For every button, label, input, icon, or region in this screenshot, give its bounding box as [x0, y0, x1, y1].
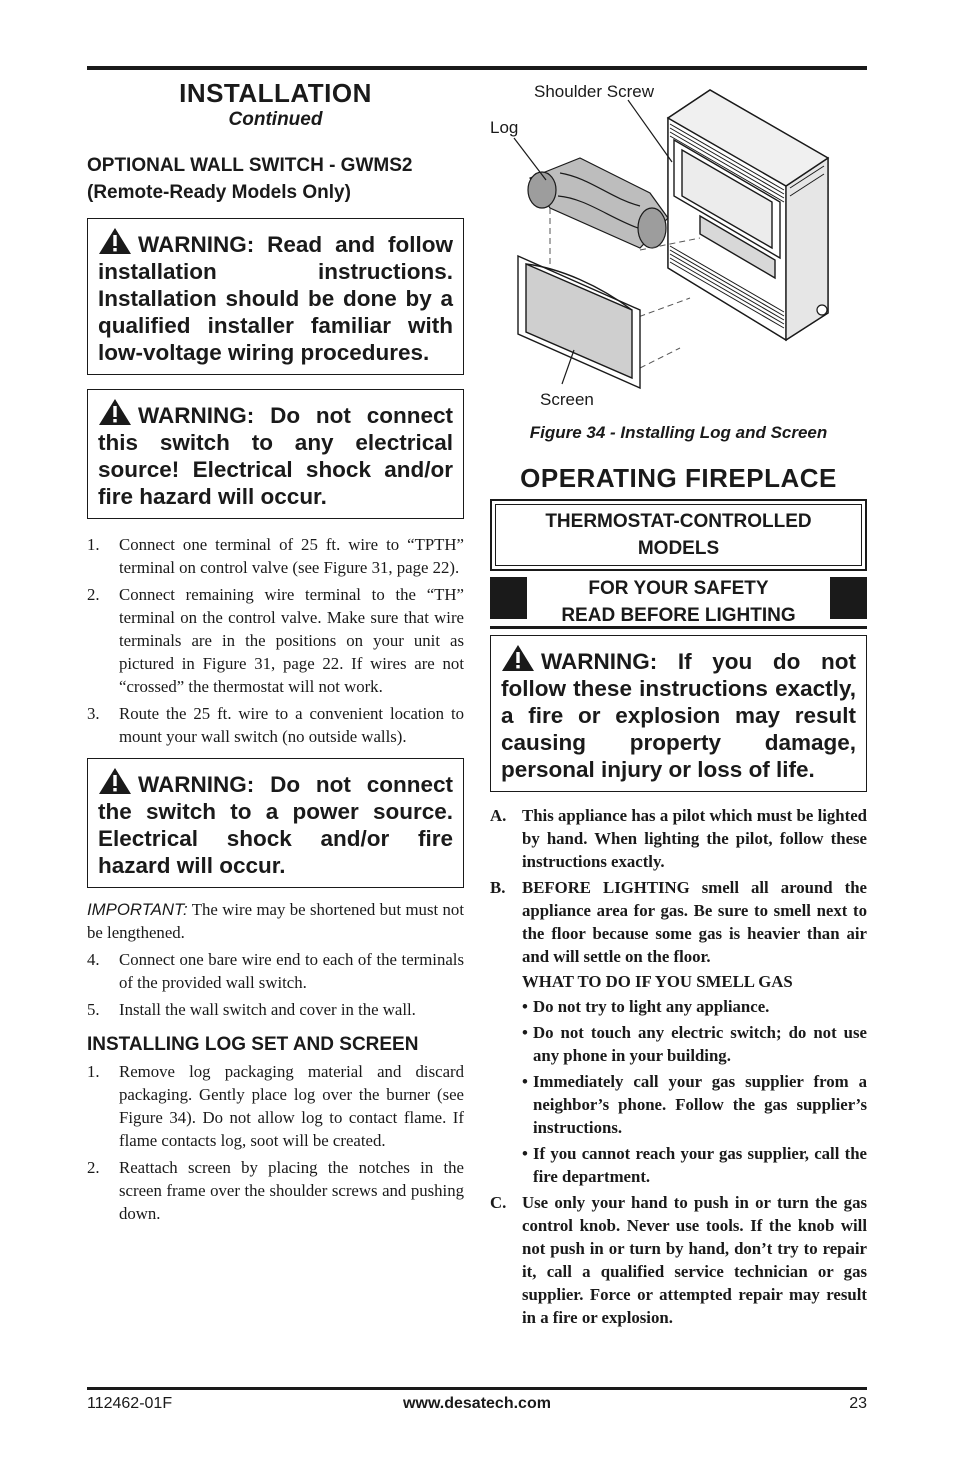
safety-text	[530, 575, 827, 629]
warning-text-4: WARNING: If you do not follow these instructions exactly, a fire or explosion may result causing property damage, personal injury or loss of life.	[501, 649, 856, 782]
step-text: Remove log packaging material and discard packaging. Gently place log over the burner (see Figure 34). Do not allow log to contact flame. If flame contacts log, soot will be created.	[119, 1062, 464, 1150]
warning-text-2: WARNING: Do not connect this switch to any electrical source! Electrical shock and/or fire hazard will occur.	[98, 403, 453, 509]
bullet-item: • If you cannot reach your gas supplier, call the fire department.	[522, 1142, 867, 1188]
list-item	[87, 583, 464, 698]
thermostat-models-heading	[495, 504, 862, 566]
warning-box-4	[490, 635, 867, 792]
list-item	[87, 998, 464, 1021]
section-title-operating: OPERATING FIREPLACE	[520, 463, 837, 493]
safety-block-right	[830, 577, 867, 619]
important-label: IMPORTANT:	[87, 900, 188, 919]
safety-block-left	[490, 577, 527, 619]
item-text: Use only your hand to push in or turn the gas control knob. Never use tools. If the knob will not push in or turn by hand, don’t try to repair it, call a qualified service technician or gas supplier. Force or attempted repair may result in a fire or explosion.	[522, 1193, 867, 1327]
bullet-item: • Do not touch any electric switch; do not use any phone in your building.	[522, 1021, 867, 1067]
item-letter: A.	[490, 806, 507, 825]
list-item	[490, 804, 867, 873]
bottom-rule	[87, 1387, 867, 1390]
section-title-installation: INSTALLATION	[179, 78, 372, 108]
figure-caption: Figure 34 - Installing Log and Screen	[529, 423, 828, 442]
item-letter: B.	[490, 878, 506, 897]
step-text: Route the 25 ft. wire to a convenient location to mount your wall switch (no outside walls).	[119, 704, 464, 746]
top-rule	[87, 66, 867, 70]
item-text: BEFORE LIGHTING smell all around the appliance area for gas. Be sure to smell next to the floor because some gas is heavier than air and will settle on the floor.	[522, 878, 867, 966]
right-column	[490, 78, 867, 1332]
list-item	[87, 702, 464, 748]
list-item	[490, 1191, 867, 1329]
subhead-log-set: INSTALLING LOG SET AND SCREEN	[87, 1034, 419, 1055]
safety-underline	[490, 626, 867, 629]
warning-triangle-icon	[98, 767, 132, 795]
important-note	[87, 898, 464, 944]
list-item	[87, 948, 464, 994]
step-text: Connect one bare wire end to each of the terminals of the provided wall switch.	[119, 950, 464, 992]
lighting-instructions	[490, 804, 867, 1329]
label-log: Log	[490, 118, 519, 137]
bullet-item: • Do not try to light any appliance.	[522, 995, 867, 1018]
fireplace-illustration	[490, 78, 867, 403]
step-text: Install the wall switch and cover in the wall.	[119, 1000, 416, 1019]
warning-triangle-icon	[501, 644, 535, 672]
step-number: 2.	[87, 1158, 100, 1177]
important-text: The wire may be shortened but must not be lengthened.	[87, 900, 464, 942]
list-item	[87, 533, 464, 579]
list-item	[87, 1156, 464, 1225]
page-number: 23	[849, 1395, 867, 1412]
warning-box-1	[87, 218, 464, 375]
step-number: 2.	[87, 585, 100, 604]
doc-number: 112462-01F	[87, 1395, 173, 1412]
what-to-do-heading: WHAT TO DO IF YOU SMELL GAS	[522, 972, 793, 991]
warning-text-1: WARNING: Read and follow installation instructions. Installation should be done by a qualified installer familiar with low-voltage wiring procedures.	[98, 232, 453, 365]
thermostat-line-1: THERMOSTAT-CONTROLLED	[545, 511, 812, 532]
safety-banner	[490, 577, 867, 629]
warning-box-2	[87, 389, 464, 519]
safety-line-2: READ BEFORE LIGHTING	[561, 605, 796, 626]
label-screen: Screen	[540, 390, 594, 409]
warning-triangle-icon	[98, 227, 132, 255]
step-number: 3.	[87, 704, 100, 723]
section-continued: Continued	[228, 109, 323, 130]
step-text: Connect one terminal of 25 ft. wire to “TPTH” terminal on control valve (see Figure 31, page 22).	[119, 535, 464, 577]
step-number: 1.	[87, 1062, 100, 1081]
thermostat-models-box	[490, 499, 867, 571]
list-item	[87, 1060, 464, 1152]
subhead-wall-switch	[87, 152, 464, 206]
warning-text-3: WARNING: Do not connect the switch to a power source. Electrical shock and/or fire hazard will occur.	[98, 772, 453, 878]
step-text: Reattach screen by placing the notches in the screen frame over the shoulder screws and pushing down.	[119, 1158, 464, 1223]
wall-switch-steps	[87, 533, 464, 748]
subhead-line-2: (Remote-Ready Models Only)	[87, 182, 351, 203]
item-text: This appliance has a pilot which must be lighted by hand. When lighting the pilot, follow these instructions exactly.	[522, 806, 867, 871]
label-shoulder-screw: Shoulder Screw	[534, 82, 655, 101]
step-number: 1.	[87, 535, 100, 554]
safety-line-1: FOR YOUR SAFETY	[588, 578, 769, 599]
website-link[interactable]: www.desatech.com	[403, 1395, 551, 1412]
log-screen-steps	[87, 1060, 464, 1225]
list-item	[490, 876, 867, 1188]
bullet-item: • Immediately call your gas supplier from a neighbor’s phone. Follow the gas supplier’s instructions.	[522, 1070, 867, 1139]
left-column	[87, 78, 464, 1229]
thermostat-line-2: MODELS	[637, 538, 720, 559]
warning-box-3	[87, 758, 464, 888]
item-letter: C.	[490, 1193, 507, 1212]
warning-triangle-icon	[98, 398, 132, 426]
step-text: Connect remaining wire terminal to the “TH” terminal on the control valve. Make sure that wire terminals are in the positions on your unit as pictured in Figure 31, page 22. If wires are not “crossed” the thermostat will not work.	[119, 585, 464, 696]
wall-switch-steps-continued	[87, 948, 464, 1021]
step-number: 4.	[87, 950, 100, 969]
subhead-line-1: OPTIONAL WALL SWITCH - GWMS2	[87, 155, 413, 176]
step-number: 5.	[87, 1000, 100, 1019]
figure-log-screen	[490, 78, 867, 409]
